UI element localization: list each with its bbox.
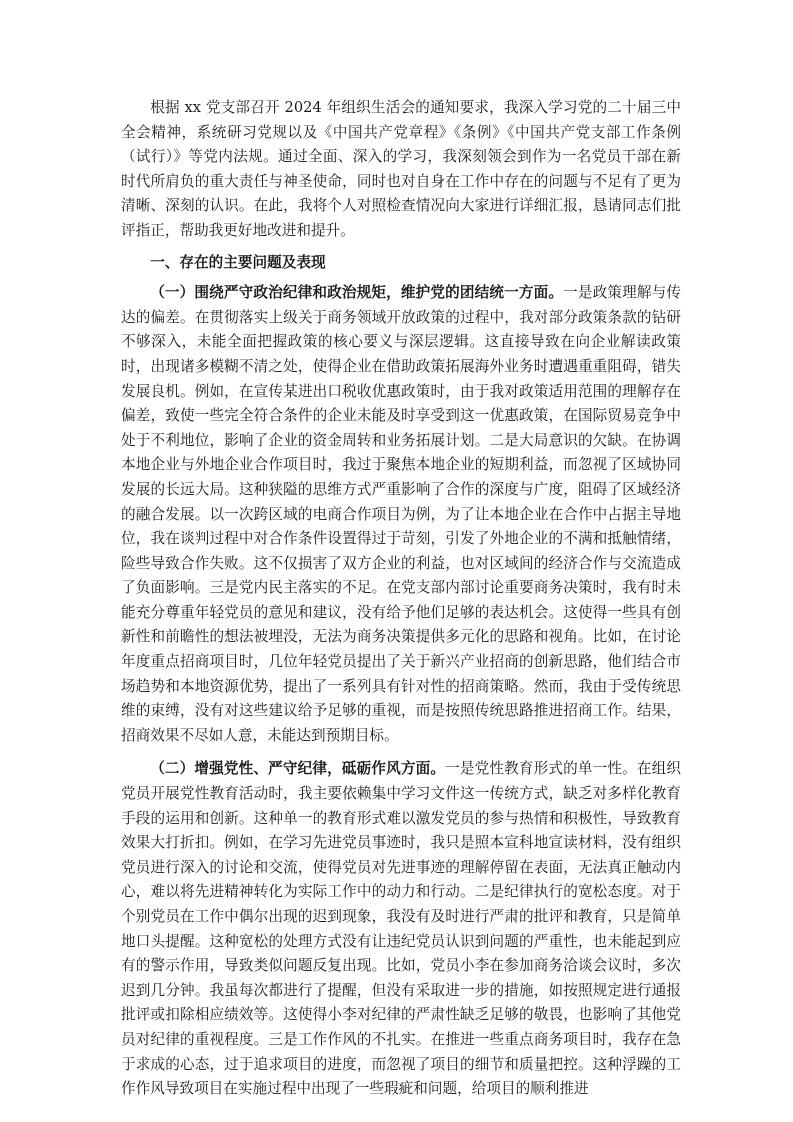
intro-paragraph: 根据 xx 党支部召开 2024 年组织生活会的通知要求，我深入学习党的二十届三中全会精神，系统研习党规以及《中国共产党章程》《条例》《中国共产党支部工作条例（试行）》等党内法规。通过全面、深入的学习，我深刻领会到作为一名党员干部在新时代所肩负的重大责任与神圣使命，同时也对自身在工作中存在的问题与不足有了更为清晰、深刻的认识。在此，我将个人对照检查情况向大家进行详细汇报，恳请同志们批评指正，帮助我更好地改进和提升。 — [121, 99, 681, 239]
subsection-2-body: 一是党性教育形式的单一性。在组织党员开展党性教育活动时，我主要依赖集中学习文件这一传统方式，缺乏对多样化教育手段的运用和创新。这种单一的教育形式难以激发党员的参与热情和积极性，导致教育效果大打折扣。例如，在学习先进党员事迹时，我只是照本宣科地宣读材料，没有组织党员进行深入的讨论和交流，使得党员对先进事迹的理解停留在表面，无法真正触动内心，难以将先进精神转化为实际工作中的动力和行动。二是纪律执行的宽松态度。对于个别党员在工作中偶尔出现的迟到现象，我没有及时进行严肃的批评和教育，只是简单地口头提醒。这种宽松的处理方式没有让违纪党员认识到问题的严重性，也未能起到应有的警示作用，导致类似问题反复出现。比如，党员小李在参加商务洽谈会议时，多次迟到几分钟。我虽每次都进行了提醒，但没有采取进一步的措施，如按照规定进行通报批评或扣除相应绩效等。这使得小李对纪律的严肃性缺乏足够的敬畏，也影响了其他党员对纪律的重视程度。三是工作作风的不扎实。在推进一些重点商务项目时，我存在急于求成的心态，过于追求项目的进度，而忽视了项目的细节和质量把控。这种浮躁的工作作风导致项目在实施过程中出现了一些瑕疵和问题，给项目的顺利推进 — [121, 760, 681, 1098]
section-heading: 一、存在的主要问题及表现 — [150, 253, 326, 271]
document-page — [121, 96, 681, 1102]
subsection-2-paragraph — [121, 757, 681, 1101]
subsection-1-title: （一）围绕严守政治纪律和政治规矩，维护党的团结统一方面。 — [150, 284, 564, 302]
subsection-1-paragraph — [121, 281, 681, 748]
subsection-1-body: 一是政策理解与传达的偏差。在贯彻落实上级关于商务领域开放政策的过程中，我对部分政策条款的钻研不够深入，未能全面把握政策的核心要义与深层逻辑。这直接导致在向企业解读政策时，出现诸多模糊不清之处，使得企业在借助政策拓展海外业务时遭遇重重阻碍，错失发展良机。例如，在宣传某进出口税收优惠政策时，由于我对政策适用范围的理解存在偏差，致使一些完全符合条件的企业未能及时享受到这一优惠政策，在国际贸易竞争中处于不利地位，影响了企业的资金周转和业务拓展计划。二是大局意识的欠缺。在协调本地企业与外地企业合作项目时，我过于聚焦本地企业的短期利益，而忽视了区域协同发展的长远大局。这种狭隘的思维方式严重影响了合作的深度与广度，阻碍了区域经济的融合发展。以一次跨区域的电商合作项目为例，为了让本地企业在合作中占据主导地位，我在谈判过程中对合作条件设置得过于苛刻，引发了外地企业的不满和抵触情绪，险些导致合作失败。这不仅损害了双方企业的利益，也对区域间的经济合作与交流造成了负面影响。三是党内民主落实的不足。在党支部内部讨论重要商务决策时，我有时未能充分尊重年轻党员的意见和建议，没有给予他们足够的表达机会。这使得一些具有创新性和前瞻性的想法被埋没，无法为商务决策提供多元化的思路和视角。比如，在讨论年度重点招商项目时，几位年轻党员提出了关于新兴产业招商的创新思路，他们结合市场趋势和本地资源优势，提出了一系列具有针对性的招商策略。然而，我由于受传统思维的束缚，没有对这些建议给予足够的重视，而是按照传统思路推进招商工作。结果，招商效果不尽如人意，未能达到预期目标。 — [121, 284, 681, 744]
subsection-2-title: （二）增强党性、严守纪律，砥砺作风方面。 — [150, 760, 446, 778]
